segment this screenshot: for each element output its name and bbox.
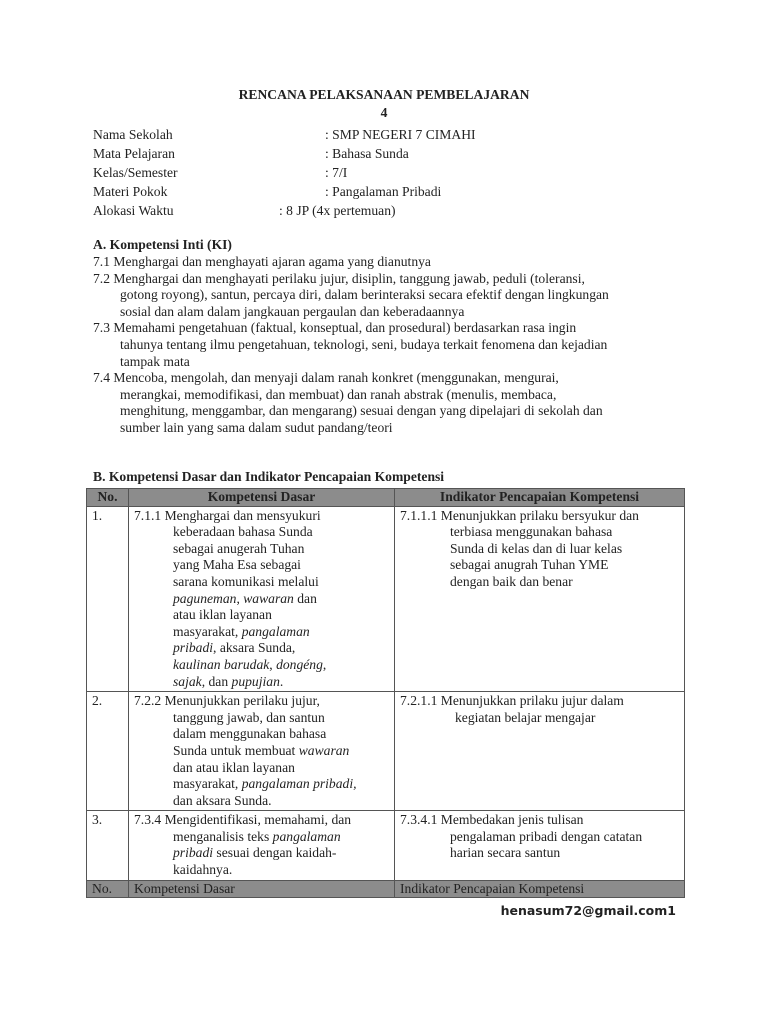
cell-line (400, 574, 679, 591)
info-value: : 7/I (325, 165, 348, 180)
cell-line (134, 760, 389, 777)
info-label: Mata Pelajaran (93, 146, 175, 161)
table-row (87, 692, 685, 811)
italic-term: paguneman (173, 590, 237, 606)
document-title-number: 4 (380, 105, 388, 120)
table-header-row (87, 489, 685, 507)
kd-cell (129, 811, 395, 880)
italic-term: dongéng (276, 656, 323, 672)
section-b-heading: B. Kompetensi Dasar dan Indikator Pencapaian Kompetensi (93, 469, 445, 484)
italic-term: pangalaman (241, 623, 310, 639)
header-kd: Kompetensi Dasar (129, 489, 395, 507)
text-segment: . (279, 673, 284, 689)
footer-kd: Kompetensi Dasar (129, 880, 395, 898)
text-segment: terbiasa menggunakan bahasa (450, 524, 613, 540)
text-segment: yang Maha Esa sebagai (173, 557, 301, 573)
text-segment: kaidahnya. (173, 862, 233, 878)
ki-line: sosial dan alam dalam jangkauan pergaulan dan keberadaannya (120, 303, 465, 319)
text-segment: 7.3.4 Mengidentifikasi, memahami, dan (134, 812, 352, 828)
cell-line (400, 710, 679, 727)
text-segment: dan atau iklan layanan (173, 759, 295, 775)
indicator-cell (395, 506, 685, 692)
italic-term: pupujian (231, 673, 280, 689)
ki-line: 7.2 Menghargai dan menghayati perilaku jujur, disiplin, tanggung jawab, peduli (toleransi, (93, 270, 585, 286)
text-segment: , dan (201, 673, 232, 689)
text-segment: , (269, 656, 277, 672)
text-segment: sesuai dengan kaidah- (213, 845, 337, 861)
cell-line (400, 845, 679, 862)
italic-term: wawaran (243, 590, 294, 606)
text-segment: 7.1.1 Menghargai dan mensyukuri (134, 507, 321, 523)
cell-line (400, 693, 679, 710)
cell-line (134, 829, 389, 846)
ki-item (93, 254, 609, 271)
kd-cell (129, 692, 395, 811)
ki-line: 7.3 Memahami pengetahuan (faktual, konseptual, dan prosedural) berdasarkan rasa ingin (93, 320, 577, 336)
text-segment: 7.3.4.1 Membedakan jenis tulisan (400, 812, 584, 828)
text-segment: 7.2.1.1 Menunjukkan prilaku jujur dalam (400, 693, 624, 709)
ki-line: sumber lain yang sama dalam sudut pandang/teori (120, 419, 393, 435)
table-footer-row (87, 880, 685, 898)
text-segment: , aksara Sunda, (213, 640, 296, 656)
text-segment: keberadaan bahasa Sunda (173, 524, 313, 540)
text-segment: dalam menggunakan bahasa (173, 726, 327, 742)
ki-line: tampak mata (120, 353, 190, 369)
cell-line (134, 574, 389, 591)
info-value: : Bahasa Sunda (325, 146, 409, 161)
text-segment: dan aksara Sunda. (173, 792, 272, 808)
author-email: henasum72@gmail.com1 (500, 903, 676, 918)
text-segment: masyarakat, (173, 623, 242, 639)
info-value: : Pangalaman Pribadi (325, 184, 442, 199)
footer-no: No. (87, 880, 129, 898)
kd-cell (129, 506, 395, 692)
ki-line: gotong royong), santun, percaya diri, dalam berinteraksi secara efektif dengan lingkungan (120, 287, 609, 303)
ki-list (93, 254, 609, 437)
cell-line (134, 591, 389, 608)
cell-line (134, 693, 389, 710)
ki-item (93, 320, 609, 370)
text-segment: kegiatan belajar mengajar (455, 709, 596, 725)
ki-item (93, 271, 609, 321)
ki-line: 7.1 Menghargai dan menghayati ajaran agama yang dianutnya (93, 254, 431, 269)
cell-line (134, 726, 389, 743)
text-segment: masyarakat, (173, 776, 242, 792)
italic-term: wawaran (298, 742, 350, 758)
cell-line (400, 508, 679, 525)
cell-line (134, 674, 389, 691)
row-number: 2. (87, 692, 129, 811)
text-segment: sebagai anugrah Tuhan YME (450, 557, 609, 573)
text-segment: Sunda untuk membuat (173, 742, 299, 758)
text-segment: 7.1.1.1 Menunjukkan prilaku bersyukur dan (400, 507, 639, 523)
text-segment: , (236, 590, 244, 606)
info-label: Nama Sekolah (93, 127, 173, 142)
indicator-cell (395, 692, 685, 811)
table-row (87, 506, 685, 692)
italic-term: pangalaman (272, 828, 341, 844)
text-segment: Sunda di kelas dan di luar kelas (450, 540, 623, 556)
cell-line (134, 793, 389, 810)
ki-line: 7.4 Mencoba, mengolah, dan menyaji dalam ranah konkret (menggunakan, mengurai, (93, 370, 559, 386)
header-indicator: Indikator Pencapaian Kompetensi (395, 489, 685, 507)
info-value: : 8 JP (4x pertemuan) (279, 203, 396, 218)
text-segment: 7.2.2 Menunjukkan perilaku jujur, (134, 693, 320, 709)
section-a-heading: A. Kompetensi Inti (KI) (93, 237, 232, 252)
ki-line: tahunya tentang ilmu pengetahuan, teknologi, seni, budaya terkait fenomena dan kejadian (120, 336, 608, 352)
cell-line (134, 710, 389, 727)
italic-term: kaulinan barudak (173, 656, 270, 672)
row-number: 3. (87, 811, 129, 880)
cell-line (134, 640, 389, 657)
cell-line (134, 812, 389, 829)
info-label: Kelas/Semester (93, 165, 178, 180)
cell-line (400, 557, 679, 574)
cell-line (134, 862, 389, 879)
text-segment: , (322, 656, 327, 672)
info-label: Alokasi Waktu (93, 203, 174, 218)
italic-term: sajak (173, 673, 202, 689)
italic-term: pangalaman pribadi, (241, 776, 357, 792)
italic-term: pribadi (173, 845, 214, 861)
cell-line (400, 524, 679, 541)
text-segment: sarana komunikasi melalui (173, 573, 319, 589)
cell-line (134, 657, 389, 674)
cell-line (134, 743, 389, 760)
cell-line (400, 812, 679, 829)
text-segment: harian secara santun (450, 845, 561, 861)
indicator-cell (395, 811, 685, 880)
cell-line (134, 541, 389, 558)
ki-line: menghitung, menggambar, dan mengarang) sesuai dengan yang dipelajari di sekolah dan (120, 403, 603, 419)
cell-line (134, 508, 389, 525)
ki-line: merangkai, memodifikasi, dan membuat) dan ranah abstrak (menulis, membaca, (120, 386, 557, 402)
footer-indicator: Indikator Pencapaian Kompetensi (395, 880, 685, 898)
cell-line (134, 776, 389, 793)
cell-line (134, 624, 389, 641)
text-segment: menganalisis teks (173, 828, 273, 844)
cell-line (400, 541, 679, 558)
text-segment: dengan baik dan benar (450, 573, 573, 589)
text-segment: dan (293, 590, 317, 606)
text-segment: pengalaman pribadi dengan catatan (450, 828, 643, 844)
cell-line (134, 845, 389, 862)
cell-line (134, 524, 389, 541)
cell-line (134, 557, 389, 574)
italic-term: pribadi (173, 640, 214, 656)
ki-item (93, 370, 609, 436)
cell-line (134, 607, 389, 624)
text-segment: atau iklan layanan (173, 607, 272, 623)
text-segment: sebagai anugerah Tuhan (173, 540, 305, 556)
info-label: Materi Pokok (93, 184, 168, 199)
header-no: No. (87, 489, 129, 507)
row-number: 1. (87, 506, 129, 692)
text-segment: tanggung jawab, dan santun (173, 709, 325, 725)
document-title: RENCANA PELAKSANAAN PEMBELAJARAN (238, 87, 530, 102)
table-row (87, 811, 685, 880)
info-value: : SMP NEGERI 7 CIMAHI (325, 127, 476, 142)
competency-table (86, 488, 685, 898)
cell-line (400, 829, 679, 846)
